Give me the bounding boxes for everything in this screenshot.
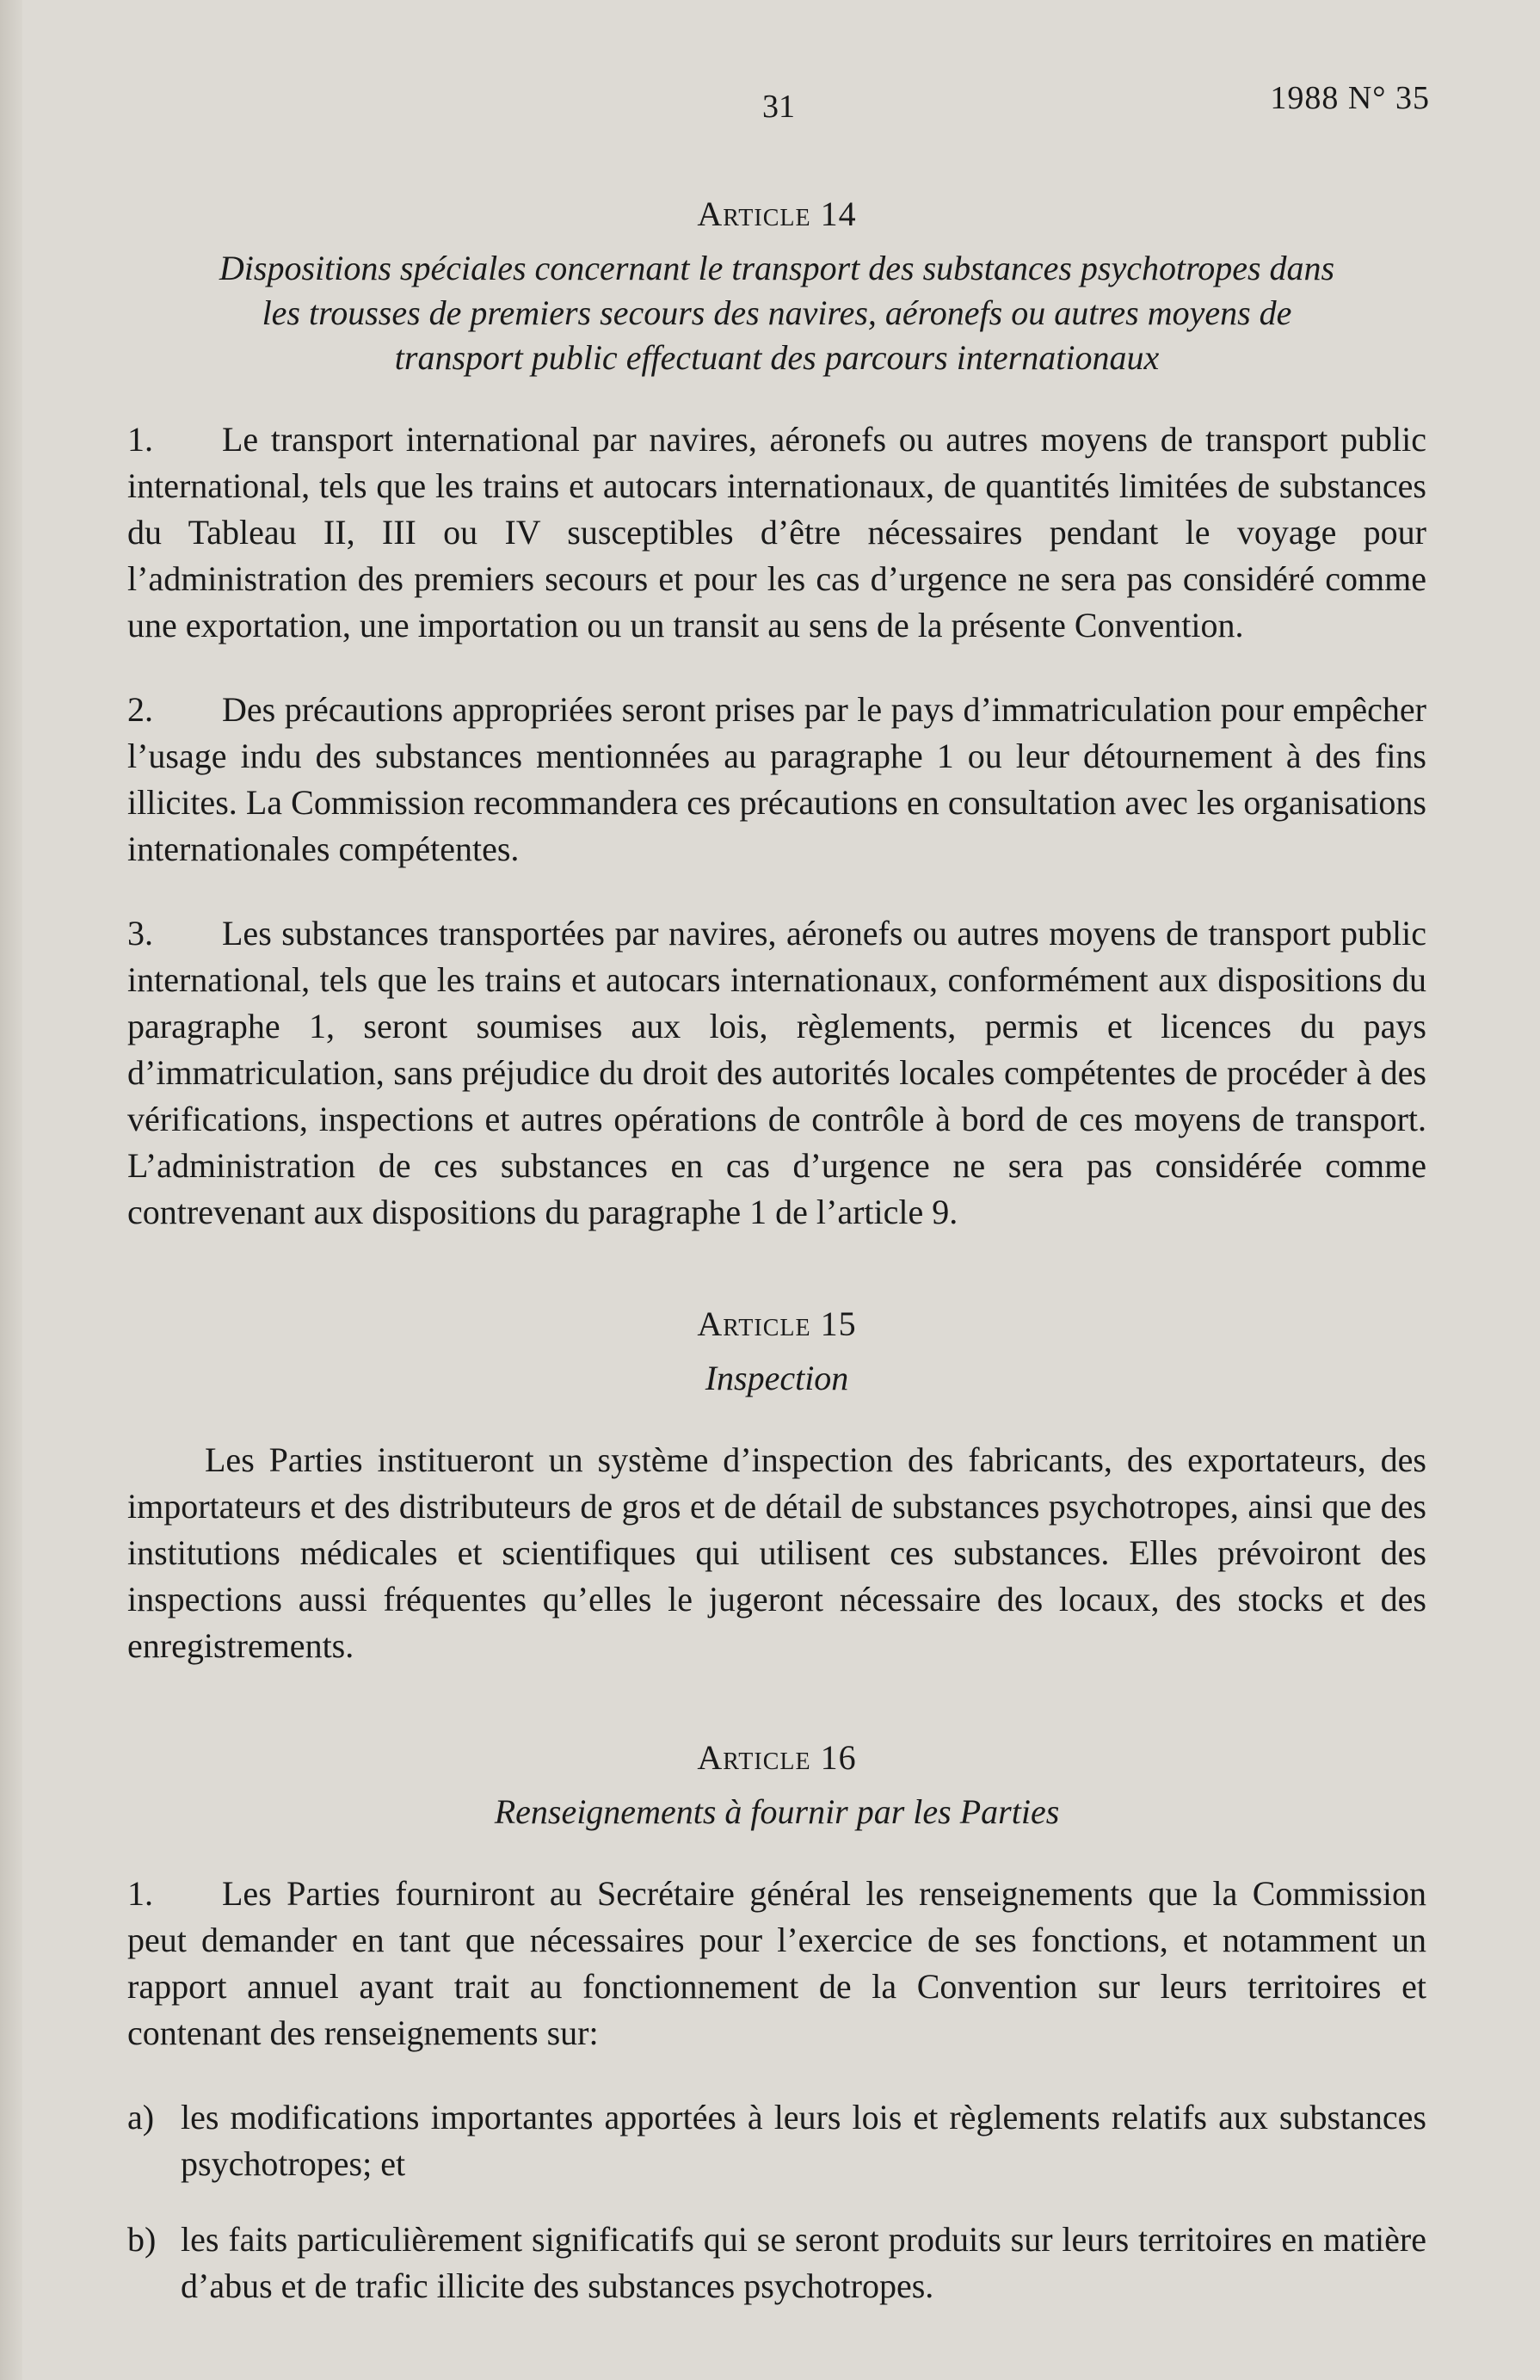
- paragraph-1: [127, 416, 1426, 649]
- paragraph-number: 2.: [127, 690, 153, 729]
- paragraph-text: Les Parties institueront un système d’inspection des fabricants, des exportateurs, des importateurs et des distributeurs de gros et de détail de substances psychotropes, ainsi que des institutions médicales et scientifiques qui utilisent ces substances. Elles prévoiront des inspections aussi fréquentes qu’elles le jugeront nécessaire des locaux, des stocks et des enregistrements.: [127, 1440, 1426, 1665]
- list-item: [127, 2217, 1426, 2309]
- article-heading: Article 15: [697, 1304, 857, 1343]
- paragraph-1: [127, 1871, 1426, 2056]
- article-subtitle: Dispositions spéciales concernant le transport des substances psychotropes dans les trousses de premiers secours des navires, aéronefs ou autres moyens de transport public effectuant des parcours internationaux: [219, 249, 1335, 377]
- list-item: [127, 2094, 1426, 2187]
- document-body: [127, 191, 1426, 2339]
- section-spacer: [127, 1707, 1426, 1735]
- list-item-text: les faits particulièrement significatifs qui se seront produits sur leurs territoires en matière d’abus et de trafic illicite des substances psychotropes.: [181, 2220, 1426, 2305]
- paragraph-number: 1.: [127, 1874, 153, 1913]
- paragraph-text: Des précautions appropriées seront prises par le pays d’immatriculation pour empêcher l’usage indu des substances mentionnées au paragraphe 1 ou leur détournement à des fins illicites. La Commission recommandera ces précautions en consultation avec les organisations internationales compétentes.: [127, 690, 1426, 868]
- paragraph-number: 1.: [127, 420, 153, 459]
- article-subtitle: Renseignements à fournir par les Parties: [494, 1792, 1060, 1831]
- paragraph-text: Les Parties fourniront au Secrétaire général les renseignements que la Commission peut demander en tant que nécessaires pour l’exercice de ses fonctions, et notamment un rapport annuel ayant trait au fonctionnement de la Convention sur leurs territoires et contenant des renseignements sur:: [127, 1874, 1426, 2052]
- paragraph-text: Les substances transportées par navires, aéronefs ou autres moyens de transport public international, tels que les trains et autocars internationaux, conformément aux dispositions du paragraphe 1, seront soumises aux lois, règlements, permis et licences du pays d’immatriculation, sans préjudice du droit des autorités locales compétentes de procéder à des vérifications, inspections et autres opérations de contrôle à bord de ces moyens de transport. L’administration de ces substances en cas d’urgence ne sera pas considérée comme contrevenant aux dispositions du paragraphe 1 de l’article 9.: [127, 914, 1426, 1231]
- issue-reference: 1988 N° 35: [1270, 80, 1430, 116]
- article-heading: Article 14: [697, 194, 857, 233]
- article-subtitle: Inspection: [705, 1359, 849, 1397]
- list-item-text: les modifications importantes apportées à leurs lois et règlements relatifs aux substances psychotropes; et: [181, 2098, 1426, 2183]
- paragraph-2: [127, 687, 1426, 872]
- section-spacer: [127, 1273, 1426, 1301]
- article-15: [127, 1301, 1426, 1669]
- list-item-label: a): [127, 2098, 155, 2136]
- page-spine-shadow: [0, 0, 22, 2380]
- list-item-label: b): [127, 2220, 157, 2259]
- page-header: [0, 79, 1540, 131]
- paragraph-number: 3.: [127, 914, 153, 953]
- paragraph-text: Le transport international par navires, aéronefs ou autres moyens de transport public international, tels que les trains et autocars internationaux, de quantités limitées de substances du Tableau II, III ou IV susceptibles d’être nécessaires pendant le voyage pour l’administration des premiers secours et pour les cas d’urgence ne sera pas considéré comme une exportation, une importation ou un transit au sens de la présente Convention.: [127, 420, 1426, 644]
- page-number: 31: [762, 89, 795, 125]
- paragraph-3: [127, 910, 1426, 1236]
- article-heading: Article 16: [697, 1738, 857, 1777]
- article-14: [127, 191, 1426, 1236]
- article-16: [127, 1735, 1426, 2309]
